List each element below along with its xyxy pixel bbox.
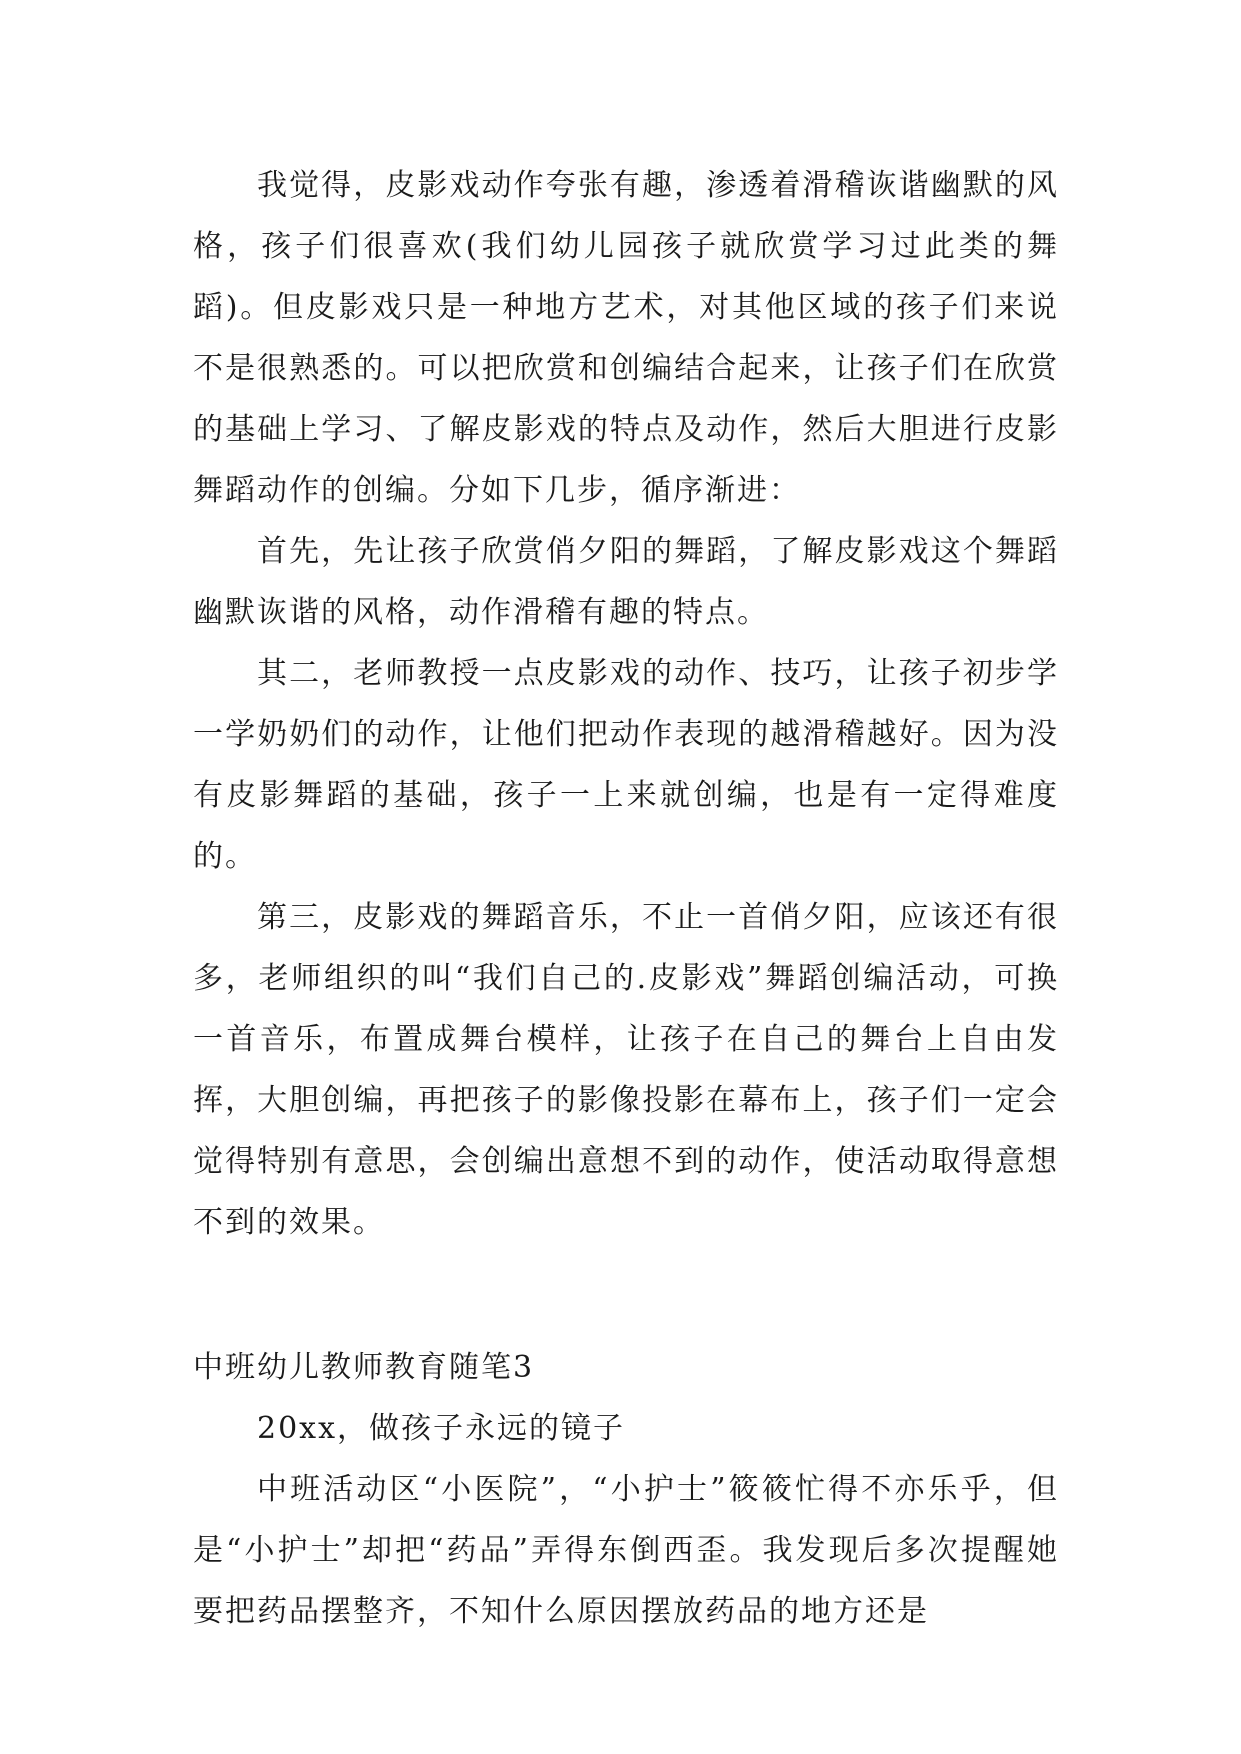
section-subtitle: 20xx，做孩子永远的镜子	[257, 1411, 626, 1446]
section-heading: 中班幼儿教师教育随笔3	[193, 1350, 535, 1385]
document-body	[193, 155, 1059, 1642]
paragraph-clinic: 中班活动区“小医院”，“小护士”筱筱忙得不亦乐乎，但是“小护士”却把“药品”弄得东倒西歪。我发现后多次提醒她要把药品摆整齐，不知什么原因摆放药品的地方还是	[193, 1472, 1059, 1629]
paragraph-step-second: 其二，老师教授一点皮影戏的动作、技巧，让孩子初步学一学奶奶们的动作，让他们把动作表现的越滑稽越好。因为没有皮影舞蹈的基础，孩子一上来就创编，也是有一定得难度的。	[193, 656, 1059, 874]
paragraph-step-third: 第三，皮影戏的舞蹈音乐，不止一首俏夕阳，应该还有很多，老师组织的叫“我们自己的.皮影戏”舞蹈创编活动，可换一首音乐，布置成舞台模样，让孩子在自己的舞台上自由发挥，大胆创编，再把孩子的影像投影在幕布上，孩子们一定会觉得特别有意思，会创编出意想不到的动作，使活动取得意想不到的效果。	[193, 900, 1059, 1240]
paragraph-step-first: 首先，先让孩子欣赏俏夕阳的舞蹈，了解皮影戏这个舞蹈幽默诙谐的风格，动作滑稽有趣的特点。	[193, 534, 1059, 630]
paragraph-opinion: 我觉得，皮影戏动作夸张有趣，渗透着滑稽诙谐幽默的风格，孩子们很喜欢(我们幼儿园孩子就欣赏学习过此类的舞蹈)。但皮影戏只是一种地方艺术，对其他区域的孩子们来说不是很熟悉的。可以把欣赏和创编结合起来，让孩子们在欣赏的基础上学习、了解皮影戏的特点及动作，然后大胆进行皮影舞蹈动作的创编。分如下几步，循序渐进：	[193, 168, 1059, 508]
